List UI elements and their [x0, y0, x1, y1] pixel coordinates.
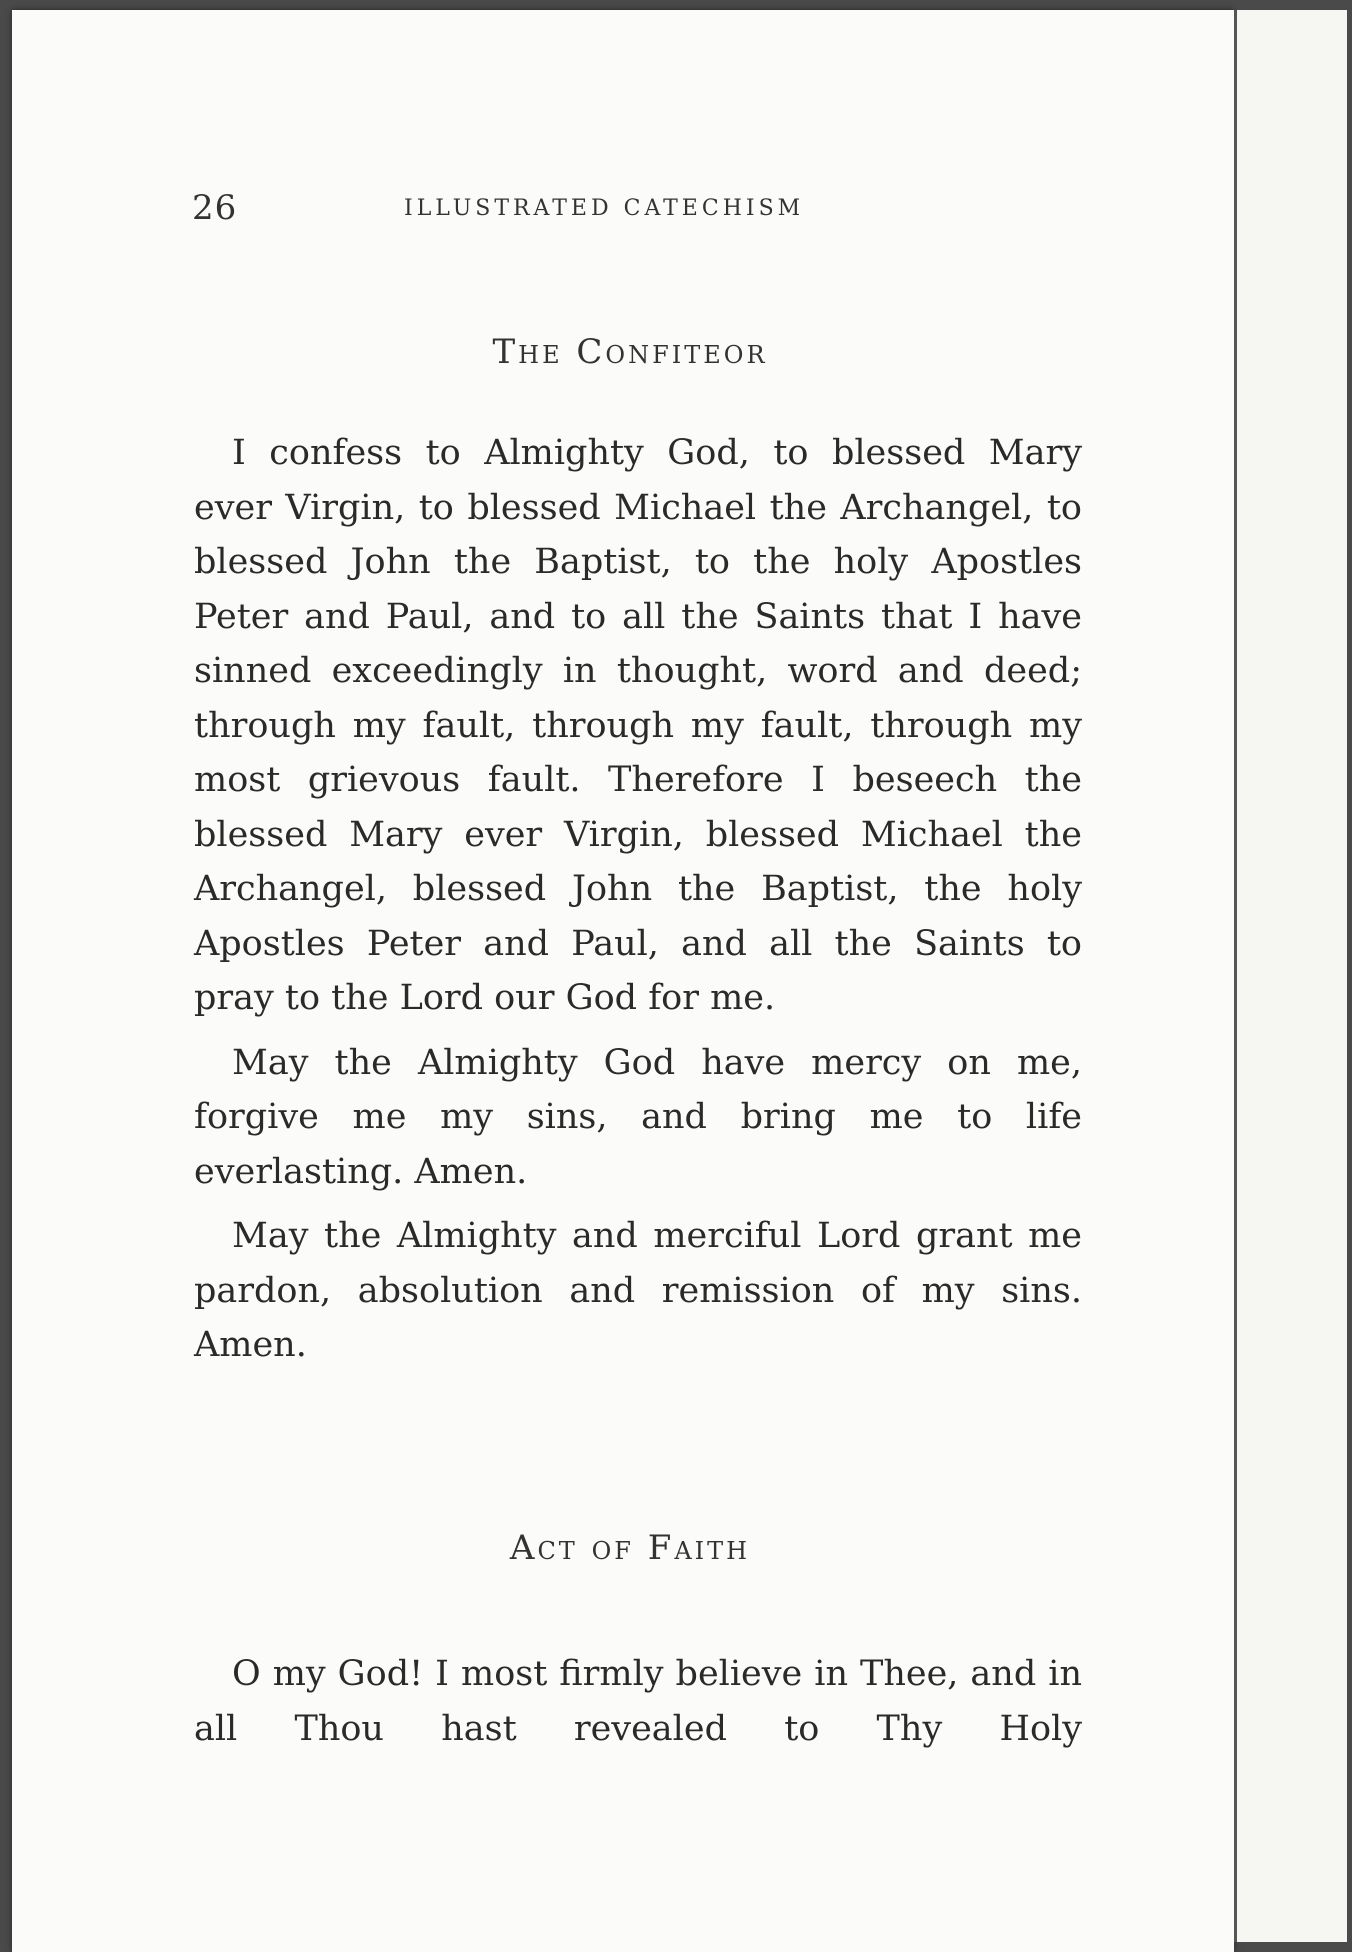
running-head	[180, 188, 880, 238]
book-page	[12, 10, 1234, 1952]
act-of-faith-text	[194, 1647, 1082, 1756]
confiteor-text	[194, 426, 1082, 1373]
confiteor-paragraph-2: May the Almighty God have mercy on me, forgive me my sins, and bring me to life everlasting. Amen.	[194, 1042, 1082, 1192]
page-number: 26	[192, 188, 238, 228]
act-of-faith-heading: Act of Faith	[509, 1528, 751, 1568]
confiteor-paragraph-1: I confess to Almighty God, to blessed Mary ever Virgin, to blessed Michael the Archangel, to blessed John the Baptist, to the holy Apostles Peter and Paul, and to all the Saints that I have sinned exceedingly in thought, word and deed; through my fault, through my fault, through my most grievous fault. Therefore I beseech the blessed Mary ever Virgin, blessed Michael the Archangel, blessed John the Baptist, the holy Apostles Peter and Paul, and all the Saints to pray to the Lord our God for me.	[194, 433, 1082, 1018]
confiteor-paragraph-3: May the Almighty and merciful Lord grant me pardon, absolution and remission of my sins. Amen.	[194, 1216, 1082, 1365]
act-of-faith-paragraph-1: O my God! I most firmly believe in Thee, and in all Thou hast revealed to Thy Holy	[194, 1654, 1082, 1749]
confiteor-heading: The Confiteor	[492, 332, 768, 372]
running-title: ILLUSTRATED CATECHISM	[404, 196, 805, 221]
facing-page-edge	[1234, 10, 1347, 1942]
